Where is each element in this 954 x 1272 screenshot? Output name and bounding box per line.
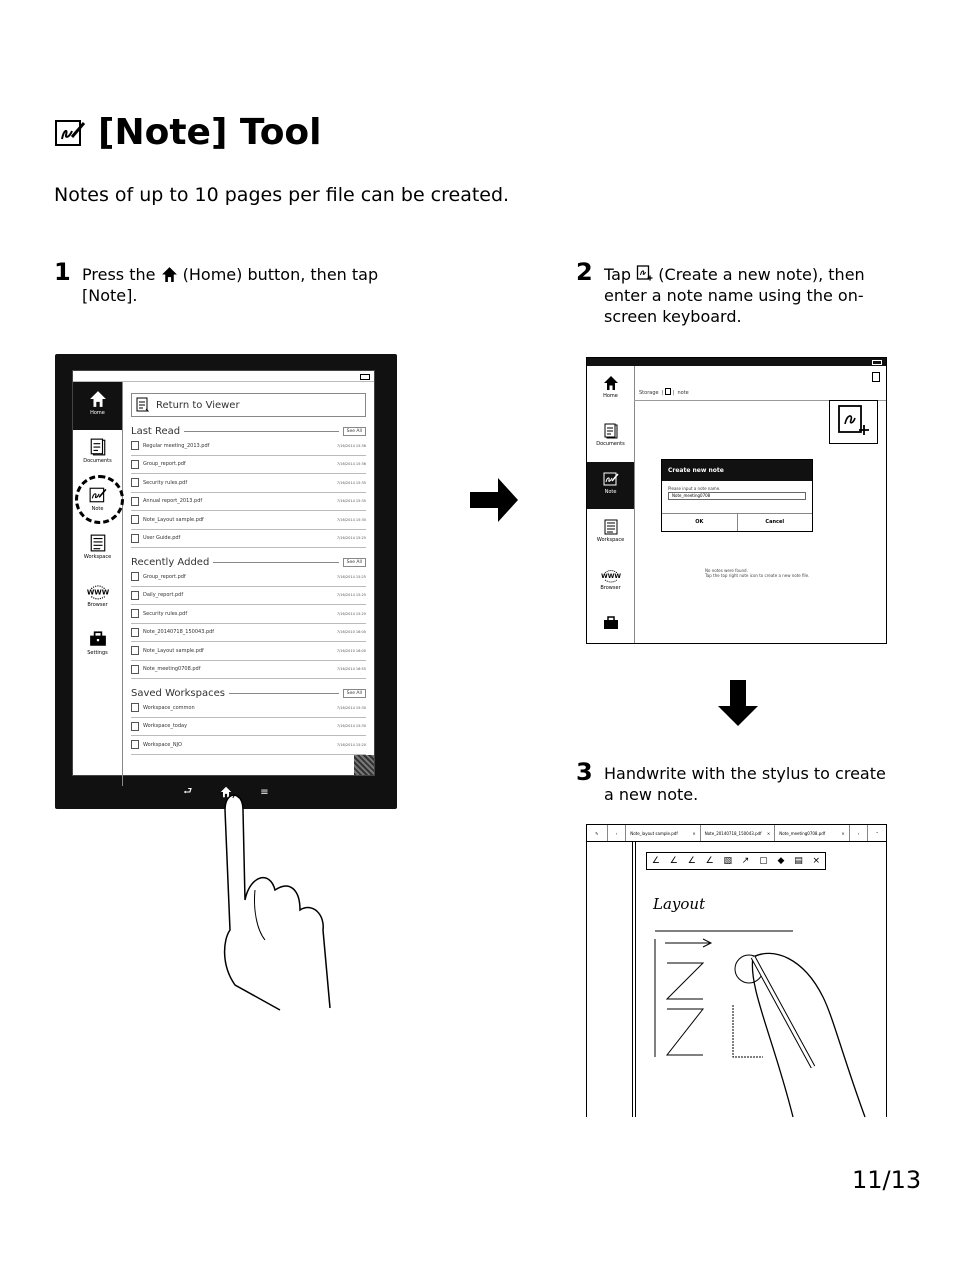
intro-text: Notes of up to 10 pages per file can be created. [54, 184, 510, 206]
tab-note-20140718[interactable] [701, 825, 776, 841]
file-name: Group_report.pdf [143, 461, 186, 468]
sidebar-item-home[interactable] [73, 382, 122, 430]
note-tool-icon [54, 117, 86, 149]
list-item[interactable] [131, 568, 366, 587]
note-tab-bar [587, 825, 886, 842]
file-date: 7/16/2014 15:25 [336, 536, 366, 541]
template-icon[interactable]: ▤ [794, 856, 803, 866]
sidebar-label-note: Note [91, 506, 104, 512]
step-2-number: 2 [576, 258, 593, 286]
dialog-buttons [662, 513, 812, 531]
list-item[interactable] [131, 530, 366, 549]
folder-icon [665, 388, 671, 395]
step-3-text [604, 763, 904, 805]
file-date: 7/16/2014 15:35 [336, 480, 366, 485]
arrow-right-icon [470, 478, 518, 522]
sidebar-label-note: Note [604, 489, 617, 495]
home-icon [161, 266, 178, 283]
step-1-text-a: Press the [82, 265, 156, 284]
chevron-left-icon[interactable]: ‹ [608, 825, 627, 841]
list-item[interactable] [131, 699, 366, 718]
drawing-toolbar [646, 852, 826, 870]
file-icon [131, 628, 139, 637]
status-bar [73, 371, 374, 382]
create-note-icon[interactable] [872, 372, 880, 382]
list-item[interactable] [131, 624, 366, 643]
export-icon[interactable]: ↗ [741, 856, 750, 866]
file-date: 7/16/2014 15:30 [336, 517, 366, 522]
tab-note-layout[interactable] [626, 825, 701, 841]
file-icon [131, 722, 139, 731]
sidebar-label-home: Home [90, 410, 105, 416]
breadcrumb-note[interactable]: note [677, 390, 689, 396]
return-to-viewer-label: Return to Viewer [156, 399, 240, 411]
close-icon[interactable]: × [812, 856, 821, 866]
home-icon [603, 375, 619, 391]
title-text: [Note] Tool [98, 112, 322, 153]
back-icon[interactable]: ⮐ [183, 785, 193, 797]
dialog-title: Create new note [662, 460, 812, 481]
pen-thick-icon[interactable]: ∠ [687, 856, 696, 866]
file-icon [131, 460, 139, 469]
create-new-note-icon [636, 265, 653, 283]
sidebar-item-note[interactable] [73, 478, 122, 526]
file-date: 7/16/2010 16:00 [336, 630, 366, 635]
toolbox-icon [603, 615, 619, 631]
file-date: 7/16/2010 16:00 [336, 648, 366, 653]
arrow-down-icon [718, 680, 758, 726]
file-name: Workspace_common [143, 704, 195, 711]
chevron-right-icon[interactable]: › [850, 825, 869, 841]
section-title: Recently Added [131, 557, 210, 568]
sidebar-label-home: Home [603, 393, 618, 399]
file-icon [131, 740, 139, 749]
step-1-number: 1 [54, 258, 71, 286]
file-name: Note_Layout sample.pdf [143, 516, 204, 523]
list-item[interactable] [131, 642, 366, 661]
file-icon [131, 665, 139, 674]
list-item[interactable] [131, 437, 366, 456]
sidebar-item-browser[interactable] [587, 558, 634, 605]
list-item[interactable] [131, 493, 366, 512]
file-name: Security rules.pdf [143, 479, 188, 486]
device-create-note [586, 357, 887, 644]
step-2-text-a: Tap [604, 265, 632, 284]
create-new-note-icon [835, 404, 871, 440]
list-item[interactable] [131, 474, 366, 493]
hand-illustration [195, 790, 365, 1015]
sidebar-item-documents[interactable] [73, 430, 122, 478]
sidebar-item-note[interactable] [587, 462, 634, 509]
sidebar-item-settings[interactable] [73, 622, 122, 670]
step-1-text-c: [Note]. [82, 286, 138, 305]
ok-button[interactable]: OK [662, 514, 738, 531]
tab-label: Note_layout sample.pdf [630, 830, 678, 836]
eraser-icon[interactable]: ◆ [777, 856, 785, 866]
corner-texture [354, 755, 374, 775]
list-item[interactable] [131, 718, 366, 737]
file-icon [131, 497, 139, 506]
battery-icon [360, 374, 370, 380]
sidebar-label-browser: Browser [600, 585, 621, 591]
sidebar-item-workspace[interactable] [73, 526, 122, 574]
dialog-prompt: Please input a note name. [668, 486, 721, 491]
pen-bold-icon[interactable]: ∠ [705, 856, 714, 866]
file-name: Daily_report.pdf [143, 592, 184, 599]
file-name: Regular meeting_2013.pdf [143, 442, 210, 449]
comment-icon[interactable]: ▢ [759, 856, 768, 866]
file-name: User Guide.pdf [143, 535, 181, 542]
sidebar-item-documents[interactable] [587, 414, 634, 461]
file-date: 7/16/2014 16:55 [336, 667, 366, 672]
pen-thin-icon[interactable]: ∠ [651, 856, 660, 866]
handwritten-title: Layout [653, 895, 706, 913]
sidebar-label-browser: Browser [87, 602, 108, 608]
pen-medium-icon[interactable]: ∠ [669, 856, 678, 866]
menu-icon[interactable]: ≡ [260, 786, 269, 798]
file-icon [131, 646, 139, 655]
return-to-viewer-button[interactable] [131, 393, 366, 417]
file-icon [131, 441, 139, 450]
file-name: Annual report_2013.pdf [143, 498, 203, 505]
page-number: 11/13 [852, 1166, 922, 1194]
tab-label: Note_meeting0708.pdf [779, 830, 826, 836]
breadcrumb: Storage | | note [639, 390, 689, 396]
step-2-text-b: (Create a new note), then [658, 265, 865, 284]
sidebar [73, 382, 123, 786]
sidebar-item-browser[interactable] [73, 574, 122, 622]
file-date: 7/16/2014 15:30 [336, 705, 366, 710]
file-date: 7/16/2014 15:20 [336, 742, 366, 747]
workspace-icon [89, 534, 107, 552]
list-item[interactable] [131, 736, 366, 755]
list-item[interactable] [131, 661, 366, 680]
status-bar [587, 358, 886, 366]
step-3-number: 3 [576, 758, 593, 786]
create-new-note-callout [829, 400, 878, 444]
step-2-text-d: screen keyboard. [604, 307, 742, 326]
file-date: 7/16/2014 15:25 [336, 574, 366, 579]
handwritten-sketch [653, 917, 885, 1117]
step-3-text-b: a new note. [604, 785, 699, 804]
documents-icon [89, 438, 107, 456]
step-1-text [82, 264, 402, 306]
home-content [131, 393, 366, 775]
sidebar-label-documents: Documents [596, 441, 625, 447]
see-all-button[interactable]: See All [343, 427, 366, 436]
file-icon [131, 609, 139, 618]
file-name: Security rules.pdf [143, 610, 188, 617]
browser-icon [600, 567, 621, 583]
workspace-icon [603, 519, 619, 535]
file-icon [131, 478, 139, 487]
device-home-screen [55, 354, 397, 809]
file-name: Group_report.pdf [143, 573, 186, 580]
device-note-editor [586, 824, 887, 1117]
page-left-edge [632, 842, 633, 1117]
toolbox-icon [89, 630, 107, 648]
sidebar [587, 366, 635, 643]
sidebar-item-settings[interactable] [587, 606, 634, 642]
collapse-icon[interactable]: ⌃ [875, 830, 879, 836]
close-icon[interactable]: × [692, 830, 696, 836]
sidebar-item-home[interactable] [587, 366, 634, 413]
sidebar-label-workspace: Workspace [596, 537, 625, 543]
cancel-button[interactable]: Cancel [765, 519, 785, 525]
documents-icon [603, 423, 619, 439]
page-left-edge-2 [635, 842, 636, 1117]
empty-message-line-2: Tap the top right note icon to create a new note file. [705, 573, 810, 578]
file-date: 7/16/2014 15:25 [336, 593, 366, 598]
empty-message [705, 568, 809, 578]
return-viewer-icon [136, 397, 150, 413]
section-header [131, 688, 366, 699]
section-title: Last Read [131, 426, 181, 437]
browser-icon [86, 582, 109, 600]
file-icon [131, 572, 139, 581]
step-2-text [604, 264, 904, 327]
file-name: Note_Layout sample.pdf [143, 647, 204, 654]
list-item[interactable] [131, 605, 366, 624]
close-icon[interactable]: × [841, 830, 845, 836]
section-header [131, 426, 366, 437]
sidebar-label-settings: Settings [87, 650, 108, 656]
breadcrumb-storage[interactable]: Storage [639, 390, 659, 396]
tab-note-meeting[interactable] [775, 825, 850, 841]
file-date: 7/16/2014 15:36 [336, 443, 366, 448]
create-note-dialog [661, 459, 813, 532]
file-icon [131, 703, 139, 712]
document-sections [131, 426, 366, 755]
list-item[interactable] [131, 587, 366, 606]
file-name: Note_meeting0708.pdf [143, 666, 201, 673]
pen-icon[interactable]: ✎ [587, 825, 608, 841]
file-icon [131, 534, 139, 543]
sidebar-label-documents: Documents [83, 458, 112, 464]
file-date: 7/16/2014 15:25 [336, 611, 366, 616]
section-divider [229, 693, 339, 694]
file-date: 7/16/2014 15:30 [336, 724, 366, 729]
file-name: Note_20140718_150043.pdf [143, 629, 215, 636]
note-icon [603, 471, 619, 487]
section-divider [184, 431, 338, 432]
page-title [54, 112, 322, 153]
note-name-input[interactable]: Note_meeting0708 [668, 492, 806, 500]
battery-icon [872, 360, 882, 365]
sidebar-item-workspace[interactable] [587, 510, 634, 557]
section-divider [213, 562, 338, 563]
highlight-circle [75, 475, 124, 524]
section-title: Saved Workspaces [131, 688, 225, 699]
list-item[interactable] [131, 456, 366, 475]
home-screen [72, 370, 375, 776]
close-icon[interactable]: × [766, 830, 771, 836]
file-date: 7/16/2014 15:35 [336, 499, 366, 504]
see-all-button[interactable]: See All [343, 689, 366, 698]
step-2-text-c: enter a note name using the on- [604, 286, 864, 305]
marker-icon[interactable]: ▧ [723, 856, 732, 866]
file-icon [131, 591, 139, 600]
file-icon [131, 515, 139, 524]
svg-text:WWW: WWW [86, 588, 109, 597]
file-name: Workspace_NJO [143, 741, 182, 748]
file-name: Workspace_today [143, 723, 188, 730]
section-header [131, 557, 366, 568]
step-1-text-b: (Home) button, then tap [182, 265, 379, 284]
list-item[interactable] [131, 511, 366, 530]
tab-label: Note_20140718_150043.pdf [704, 830, 762, 836]
home-icon [89, 390, 107, 408]
sidebar-label-workspace: Workspace [83, 554, 112, 560]
svg-text:WWW: WWW [600, 573, 621, 580]
file-date: 7/16/2014 15:36 [336, 462, 366, 467]
step-3-text-a: Handwrite with the stylus to create [604, 764, 886, 783]
see-all-button[interactable]: See All [343, 558, 366, 567]
empty-message-line-1: No notes were found. [705, 568, 748, 573]
